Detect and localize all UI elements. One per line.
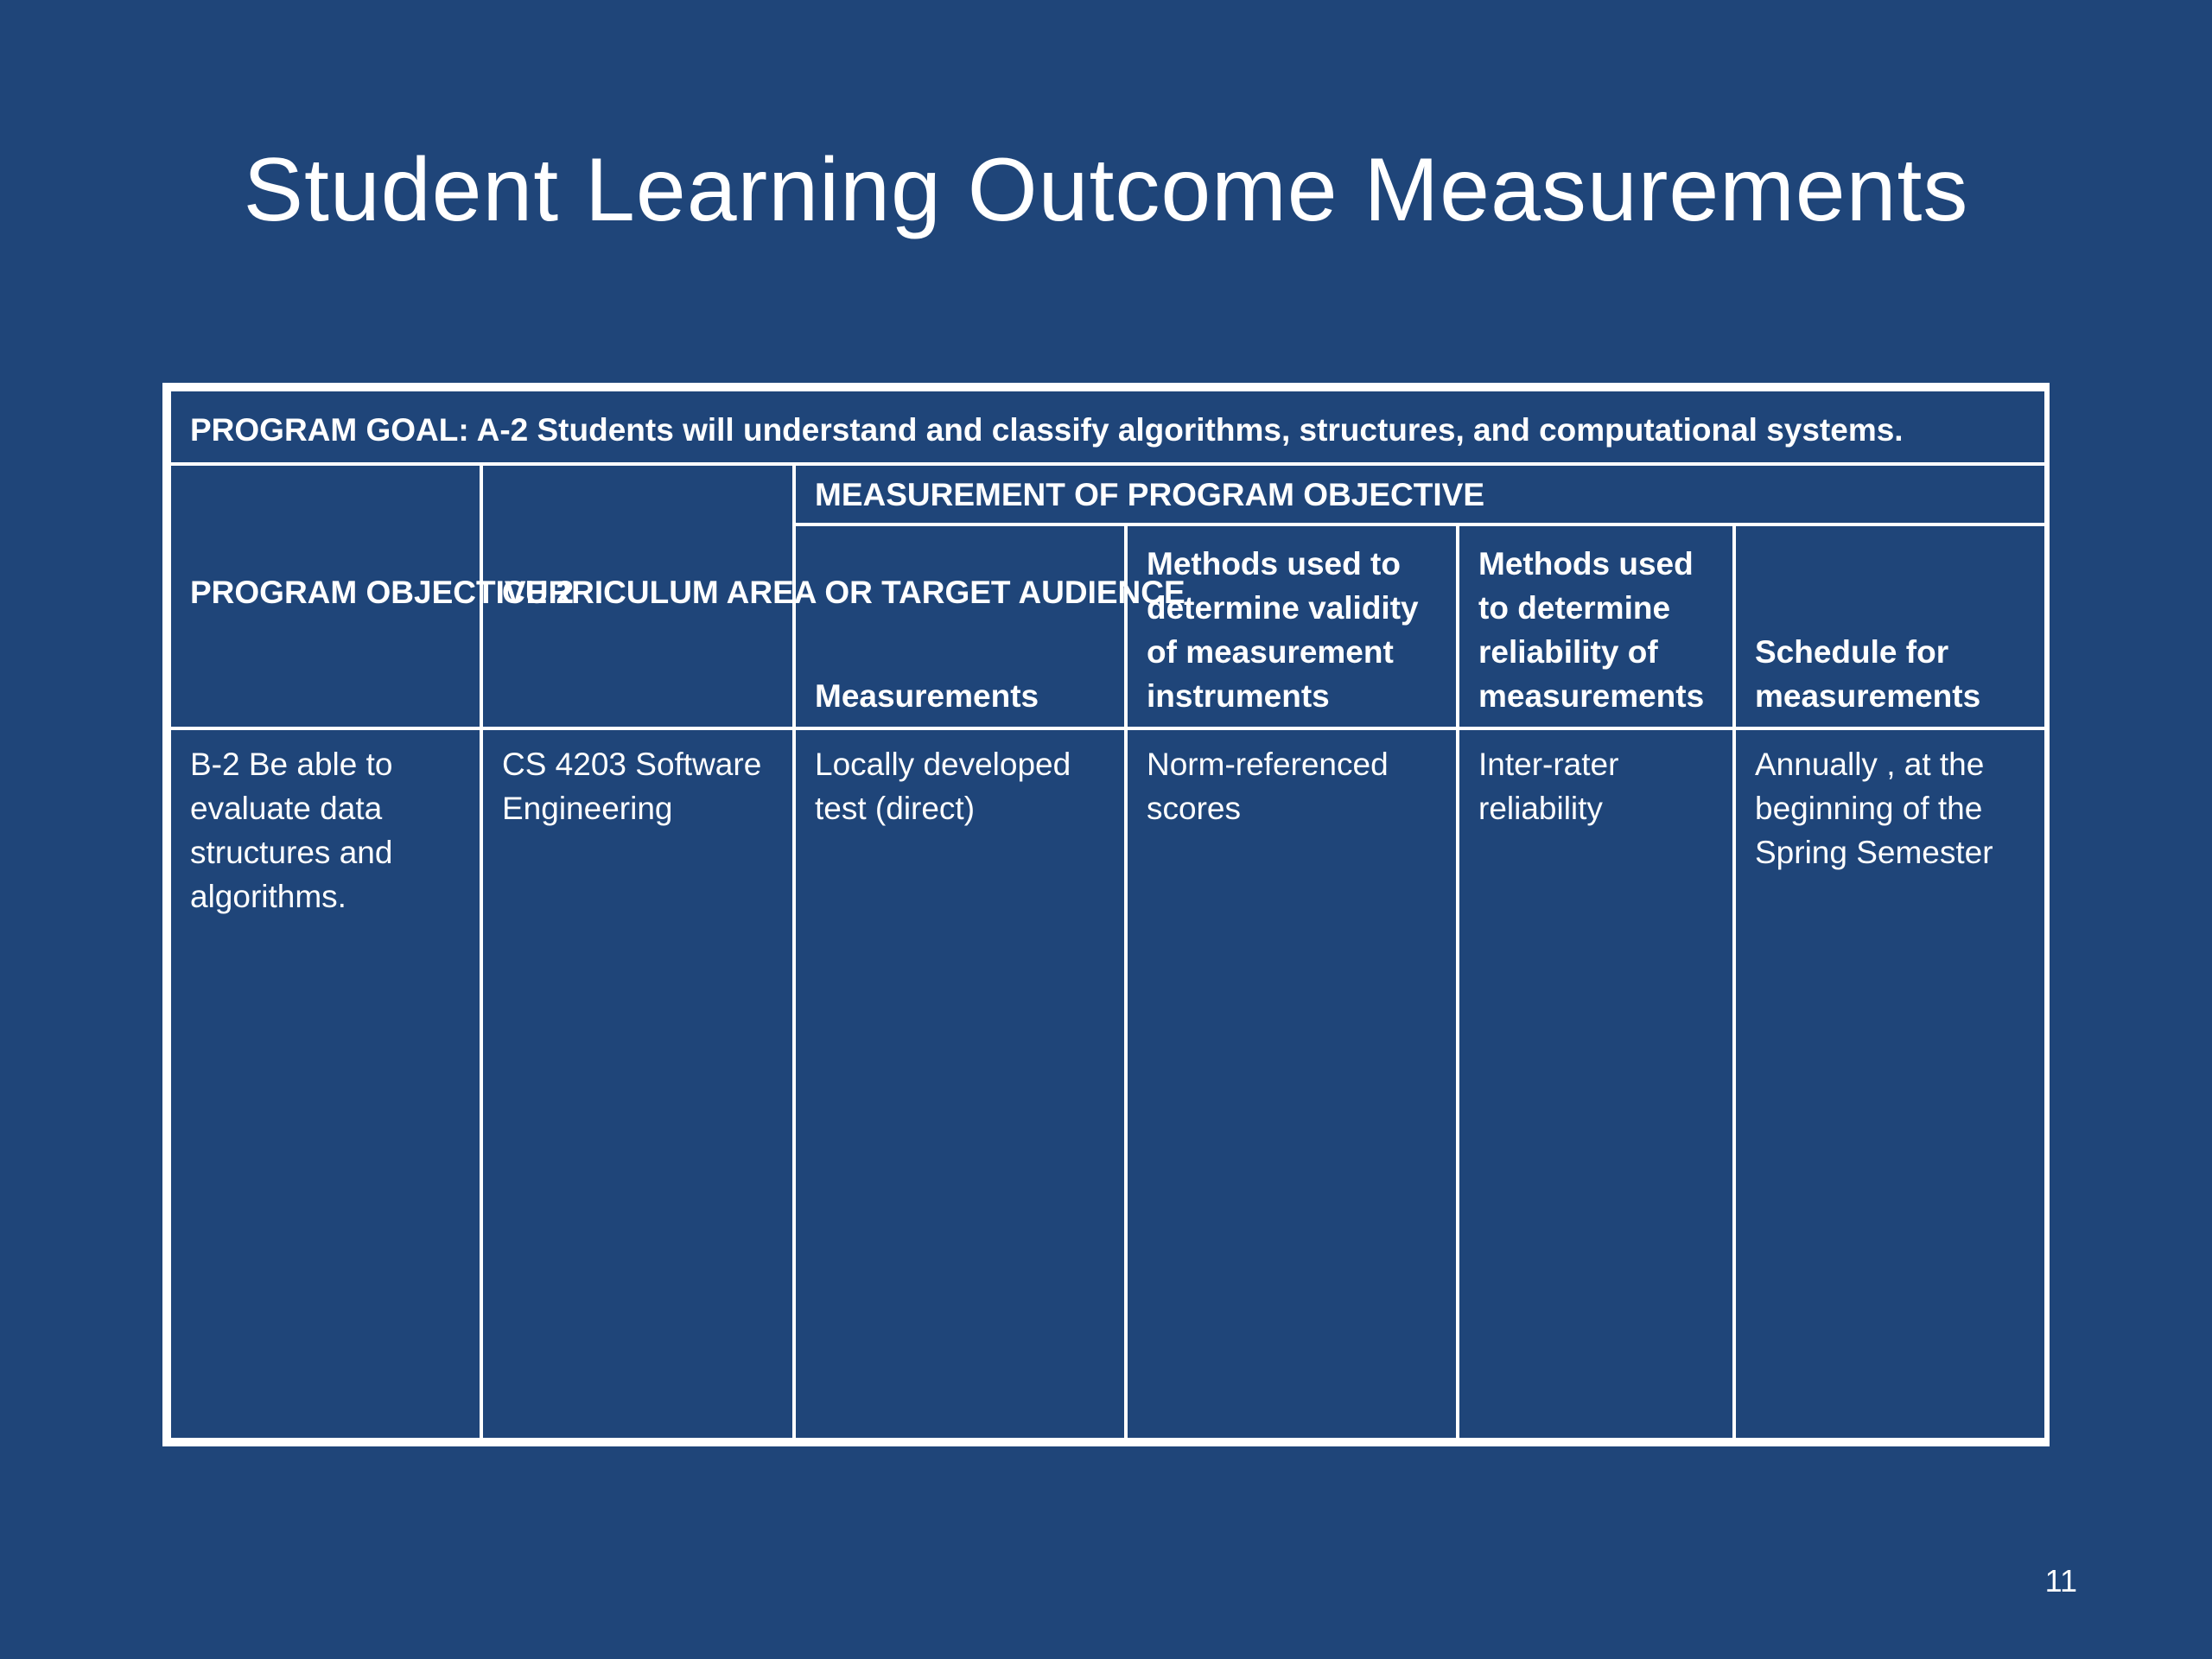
cell-reliability-methods: Inter-rater reliability xyxy=(1458,728,1734,1440)
cell-program-objective: B-2 Be able to evaluate data structures and algorithms. xyxy=(169,728,481,1440)
header-schedule: Schedule for measurements xyxy=(1734,524,2046,728)
header-validity-methods: Methods used to determine validity of measurement instruments xyxy=(1126,524,1458,728)
header-reliability-methods: Methods used to determine reliability of measurements xyxy=(1458,524,1734,728)
measurement-header-row xyxy=(169,464,2046,524)
cell-validity-methods: Norm-referenced scores xyxy=(1126,728,1458,1440)
header-curriculum-area: CURRICULUM AREA OR TARGET AUDIENCE xyxy=(481,464,794,728)
program-goal-cell: PROGRAM GOAL: A-2 Students will understand and classify algorithms, structures, and computational systems. xyxy=(169,390,2046,464)
outcome-table xyxy=(168,388,2048,1441)
table-row xyxy=(169,728,2046,1440)
cell-schedule: Annually , at the beginning of the Spring Semester xyxy=(1734,728,2046,1440)
program-goal-row xyxy=(169,390,2046,464)
outcome-table-frame xyxy=(162,383,2050,1446)
page-number: 11 xyxy=(2044,1563,2077,1599)
header-program-objective: PROGRAM OBJECTIVE 2 xyxy=(169,464,481,728)
slide-title: Student Learning Outcome Measurements xyxy=(243,140,1969,240)
header-measurement-of-program-objective: MEASUREMENT OF PROGRAM OBJECTIVE xyxy=(794,464,2046,524)
header-measurements: Measurements xyxy=(794,524,1126,728)
cell-measurements: Locally developed test (direct) xyxy=(794,728,1126,1440)
cell-curriculum-area: CS 4203 Software Engineering xyxy=(481,728,794,1440)
